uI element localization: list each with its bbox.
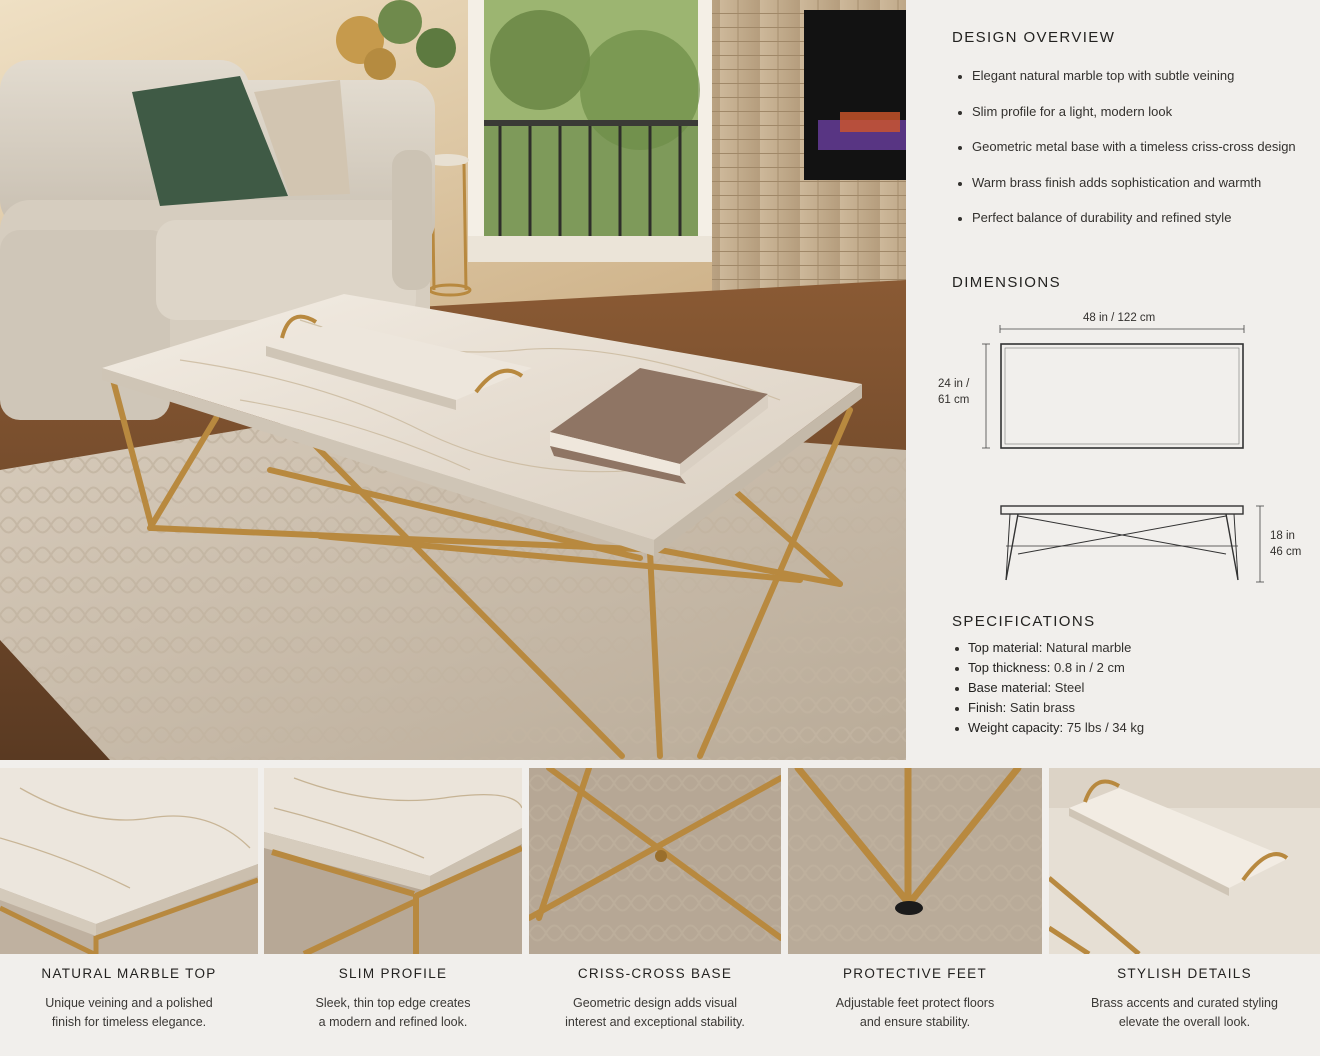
feature-desc-line1: Adjustable feet protect floors [835,996,995,1010]
feature-desc-line2: finish for timeless elegance. [51,1015,207,1029]
info-panel [906,0,1320,760]
spec-item [954,680,1144,700]
spec-value: 0.8 in / 2 cm [1054,660,1125,675]
feature-thumbnail [529,768,781,954]
overview-bullet: Geometric metal base with a timeless criss-cross design [956,139,1296,175]
spec-value: Natural marble [1046,640,1132,655]
overview-bullet: Elegant natural marble top with subtle veining [956,68,1296,104]
feature-protective-feet [788,768,1042,1056]
height-label-line2: 46 cm [1270,546,1302,558]
overview-bullet: Slim profile for a light, modern look [956,104,1296,140]
spec-key: Weight capacity: [968,720,1064,735]
height-label [1270,528,1301,560]
feature-slim-profile [264,768,522,1056]
dimensions-drawing [906,300,1320,600]
feature-title: CRISS-CROSS BASE [577,966,733,981]
dimensions-diagram [906,300,1320,600]
dimensions-title: DIMENSIONS [952,274,1062,291]
feature-desc-line1: Brass accents and curated styling [1091,996,1278,1010]
spec-value: 75 lbs / 34 kg [1066,720,1145,735]
feature-desc-line1: Unique veining and a polished [45,996,213,1010]
overview-bullet: Warm brass finish adds sophistication and warmth [956,175,1296,211]
side-view-outline [1001,506,1243,580]
feature-stylish-details [1049,768,1320,1056]
design-overview-title: DESIGN OVERVIEW [952,29,1116,46]
feature-thumbnail [1049,768,1320,954]
specifications-title: SPECIFICATIONS [952,613,1096,630]
depth-label-line1: 24 in / [938,378,970,390]
spec-item [954,700,1144,720]
spec-value: Satin brass [1009,700,1075,715]
feature-desc-line1: Geometric design adds visual [573,996,737,1010]
feature-thumbnail [264,768,522,954]
feature-description [529,994,781,1032]
feature-criss-cross-base [529,768,781,1056]
spec-key: Top material: [968,640,1043,655]
height-label-line1: 18 in [1270,530,1295,542]
feature-thumbnail [788,768,1042,954]
feature-title: STYLISH DETAILS [1117,966,1252,981]
feature-description [1049,994,1320,1032]
top-view-outline [1001,344,1243,448]
spec-key: Base material: [968,680,1052,695]
specifications-list [954,640,1144,740]
feature-title: PROTECTIVE FEET [842,966,987,981]
feature-description [0,994,258,1032]
depth-label-line2: 61 cm [938,394,970,406]
width-label: 48 in / 122 cm [1083,312,1156,324]
feature-desc-line2: and ensure stability. [859,1015,971,1029]
feature-strip [0,768,1320,1056]
feature-description [788,994,1042,1032]
spec-item [954,720,1144,740]
feature-title: SLIM PROFILE [338,966,448,981]
spec-key: Finish: [968,700,1007,715]
feature-title: NATURAL MARBLE TOP [41,966,217,981]
design-overview-list [956,68,1296,246]
overview-bullet: Perfect balance of durability and refined style [956,210,1296,246]
spec-item [954,640,1144,660]
hero-illustration [0,0,906,760]
feature-desc-line1: Sleek, thin top edge creates [315,996,471,1010]
spec-value: Steel [1054,680,1085,695]
spec-key: Top thickness: [968,660,1051,675]
feature-desc-line2: elevate the overall look. [1118,1015,1251,1029]
feature-desc-line2: a modern and refined look. [318,1015,468,1029]
feature-desc-line2: interest and exceptional stability. [565,1015,745,1029]
hero-photo [0,0,906,760]
feature-natural-marble-top [0,768,258,1056]
feature-description [264,994,522,1032]
feature-thumbnail [0,768,258,954]
depth-label [938,376,969,408]
spec-item [954,660,1144,680]
